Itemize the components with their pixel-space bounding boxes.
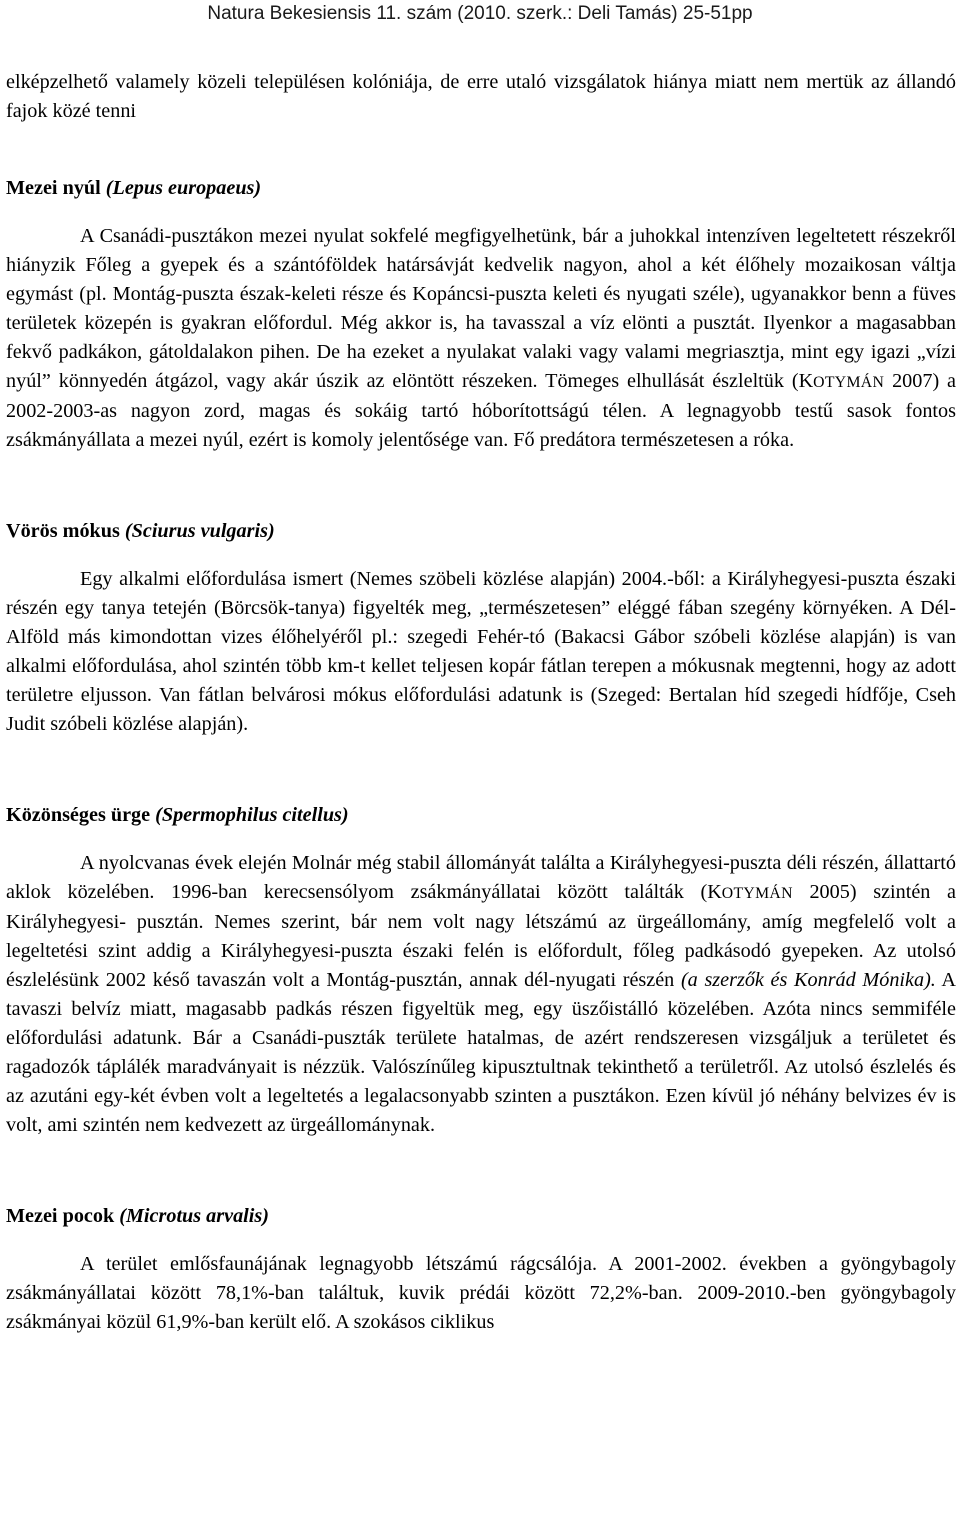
heading-name: Mezei nyúl	[6, 177, 101, 199]
heading-latin: (Spermophilus citellus)	[155, 804, 349, 826]
heading-name: Közönséges ürge	[6, 804, 151, 826]
heading-name: Vörös mókus	[6, 520, 120, 542]
paragraph-text-c: A tavaszi belvíz miatt, magasabb padkás részen figyeltük meg, egy üszőistálló közelében. Azóta nincs semmiféle előfordulási adatunk. Bár a Csanádi-puszták területe hatalmas, de azért rendszeresen vizsgáljuk a területet és ragadozók táplálék maradványait is nézzük. Valószínűleg kipusztultnak tekinthető a területről. Az utolsó észlelés és az azutáni egy-két évben volt a legeltetés a legalacsonyabb szinten a pusztákon. Ezen kívül jó néhány belvizes év is volt, ami szintén nem kedvezett az ürgeállománynak.	[6, 969, 956, 1136]
heading-latin: (Microtus arvalis)	[119, 1205, 269, 1227]
paragraph-voros-mokus: Egy alkalmi előfordulása ismert (Nemes szöbeli közlése alapján) 2004.-ből: a Királyhegyesi-puszta északi részén egy tanya tetején (Börcsök-tanya) figyelték meg, „természetesen” eléggé fában szegény környéken. A Dél-Alföld más kimondottan vizes élőhelyéről pl.: szegedi Fehér-tó (Bakacsi Gábor szóbeli közlése alapján) is van alkalmi előfordulása, ahol szintén több km-t kellet teljesen kopár fátlan terepen a mókusnak megtenni, hogy az adott területre eljusson. Van fátlan belvárosi mókus előfordulási adatunk is (Szeged: Bertalan híd szegedi hídfője, Cseh Judit szóbeli közlése alapján).	[6, 568, 956, 735]
paragraph-italic-credit: (a szerzők és Konrád Mónika).	[680, 969, 936, 991]
heading-name: Mezei pocok	[6, 1205, 115, 1227]
author-smallcaps: OTYMÁN	[721, 885, 793, 902]
paragraph-text-b: 2005) szintén a Királyhegyesi- pusztán. Nemes szerint, bár nem volt nagy létszámú az ürgeállomány, amíg megfelelő volt a legeltetési szint addig a Királyhegyesi-puszta északi felén is előfordult, főleg padkásodó gyepeken. Az utolsó észlelésünk 2002 késő tavaszán volt a Montág-pusztán, annak dél-nyugati részén	[6, 881, 956, 991]
paragraph-text: A Csanádi-pusztákon mezei nyulat sokfelé megfigyelhetünk, bár a juhokkal intenzíven legeltetett részekről hiányzik Főleg a gyepek és a szántóföldek határsávját kedvelik nagyon, ahol a két élőhely mozaikosan váltja egymást (pl. Montág-puszta észak-keleti része és Kopáncsi-puszta keleti és nyugati széle), ugyanakkor benn a füves területek közepén is gyakran előfordul. Még akkor is, ha tavasszal a víz elönti a pusztát. Ilyenkor a magasabban fekvő padkákon, gátoldalakon pihen. De ha ezeket a nyulakat valaki vagy valami megriasztja, mint egy igazi „vízi nyúl” könnyedén átgázol, vagy akár úszik az elöntött részeken. Tömeges elhullását észleltük (	[6, 225, 956, 392]
section-heading-voros-mokus	[6, 517, 956, 546]
running-header: Natura Bekesiensis 11. szám (2010. szerk.: Deli Tamás) 25-51pp	[207, 3, 753, 24]
author-initial: K	[798, 370, 814, 392]
author-initial: K	[707, 881, 722, 903]
paragraph-text-a: A nyolcvanas évek elején Molnár még stabil állományát találta a Királyhegyesi-puszta déli részén, állattartó aklok közelében. 1996-ban kerecsensólyom zsákmányállatai között találták (	[6, 852, 956, 903]
paragraph-text-cont: 2007) a 2002-2003-as nagyon zord, magas és sokáig tartó hóborítottságú télen. A legnagyobb testű sasok fontos zsákmányállata a mezei nyúl, ezért is komoly jelentősége van. Fő predátora természetesen a róka.	[6, 370, 956, 451]
heading-latin: (Lepus europaeus)	[105, 177, 262, 199]
intro-paragraph: elképzelhető valamely közeli településen kolóniája, de erre utaló vizsgálatok hiánya miatt nem mertük az állandó fajok közé tenni	[6, 71, 956, 122]
page-content	[6, 68, 956, 1337]
section-heading-mezei-pocok	[6, 1202, 956, 1231]
heading-latin: (Sciurus vulgaris)	[124, 520, 275, 542]
paragraph-mezei-pocok: A terület emlősfaunájának legnagyobb létszámú rágcsálója. A 2001-2002. években a gyöngybagoly zsákmányállatai között 78,1%-ban találtuk, kuvik prédái között 72,2%-ban. 2009-2010.-ben gyöngybagoly zsákmányai közül 61,9%-ban került elő. A szokásos ciklikus	[6, 1253, 956, 1333]
section-heading-mezei-nyul	[6, 174, 956, 203]
paragraph-mezei-nyul	[6, 222, 956, 455]
author-smallcaps: OTYMÁN	[813, 374, 885, 391]
section-heading-kozonseges-urge	[6, 801, 956, 830]
paragraph-kozonseges-urge	[6, 849, 956, 1140]
